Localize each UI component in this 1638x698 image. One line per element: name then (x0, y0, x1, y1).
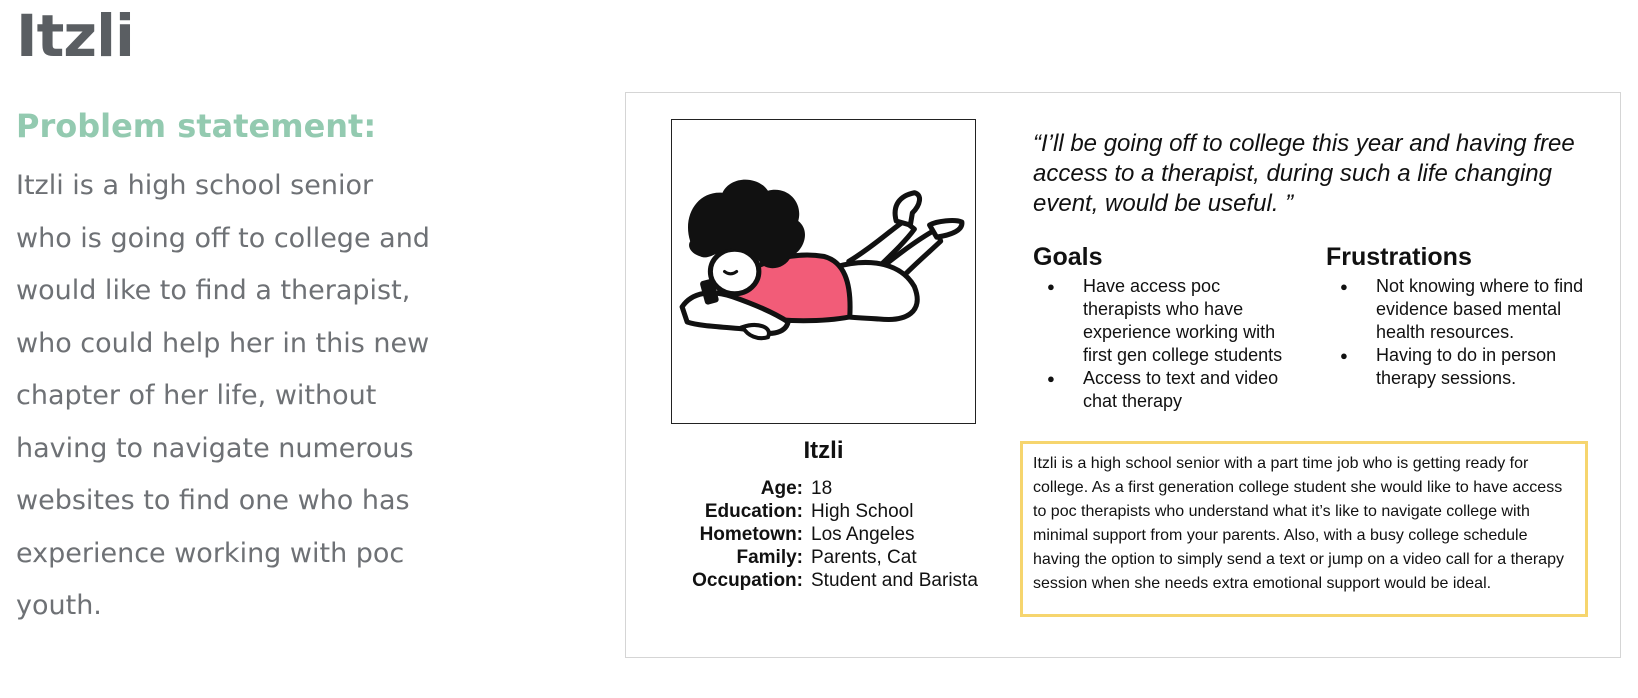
detail-row-age (686, 477, 1016, 500)
frustrations-section (1326, 241, 1596, 390)
detail-row-occupation (686, 569, 1016, 592)
persona-quote: “I’ll be going off to college this year and having free access to a therapist, during such a life changing event, would be useful. ” (1033, 130, 1575, 217)
detail-value: Student and Barista (811, 570, 978, 591)
detail-label: Hometown: (699, 524, 803, 545)
list-item: ● Have access poc therapists who have experience working with first gen college students (1033, 275, 1303, 367)
detail-row-family (686, 546, 1016, 569)
persona-details (686, 477, 1016, 592)
detail-row-hometown (686, 523, 1016, 546)
frustrations-heading: Frustrations (1326, 243, 1472, 271)
problem-statement-heading: Problem statement: (16, 107, 377, 145)
detail-row-education (686, 500, 1016, 523)
detail-value: High School (811, 501, 914, 522)
goals-list (1033, 275, 1303, 413)
detail-value: Parents, Cat (811, 547, 917, 568)
persona-name: Itzli (803, 437, 844, 464)
detail-value: Los Angeles (811, 524, 915, 545)
problem-statement-text: Itzli is a high school senior who is going off to college and would like to find a therapist, who could help her in this new chapter of her life, without having to navigate numerous websites to find one who has experience working with poc youth. (16, 170, 430, 621)
list-item: ● Not knowing where to find evidence based mental health resources. (1326, 275, 1596, 344)
persona-illustration (671, 119, 976, 424)
persona-card (625, 92, 1621, 658)
page-title: Itzli (16, 2, 134, 70)
frustrations-list (1326, 275, 1596, 390)
detail-label: Education: (704, 501, 803, 522)
list-item: ● Having to do in person therapy sessions. (1326, 344, 1596, 390)
goals-section (1033, 241, 1303, 413)
goals-heading: Goals (1033, 243, 1103, 271)
persona-bio: Itzli is a high school senior with a part time job who is getting ready for college. As a first generation college student she would like to have access to poc therapists who understand what it’s like to navigate college with minimal support from your parents. Also, with a busy college schedule having the option to simply send a text or jump on a video call for a therapy session when she needs extra emotional support would be ideal. (1020, 441, 1588, 617)
list-item: ● Access to text and video chat therapy (1033, 367, 1303, 413)
detail-label: Occupation: (692, 570, 803, 591)
detail-label: Age: (760, 478, 803, 499)
detail-label: Family: (736, 547, 803, 568)
detail-value: 18 (811, 478, 833, 499)
person-lying-with-phone-illustration (672, 120, 975, 423)
